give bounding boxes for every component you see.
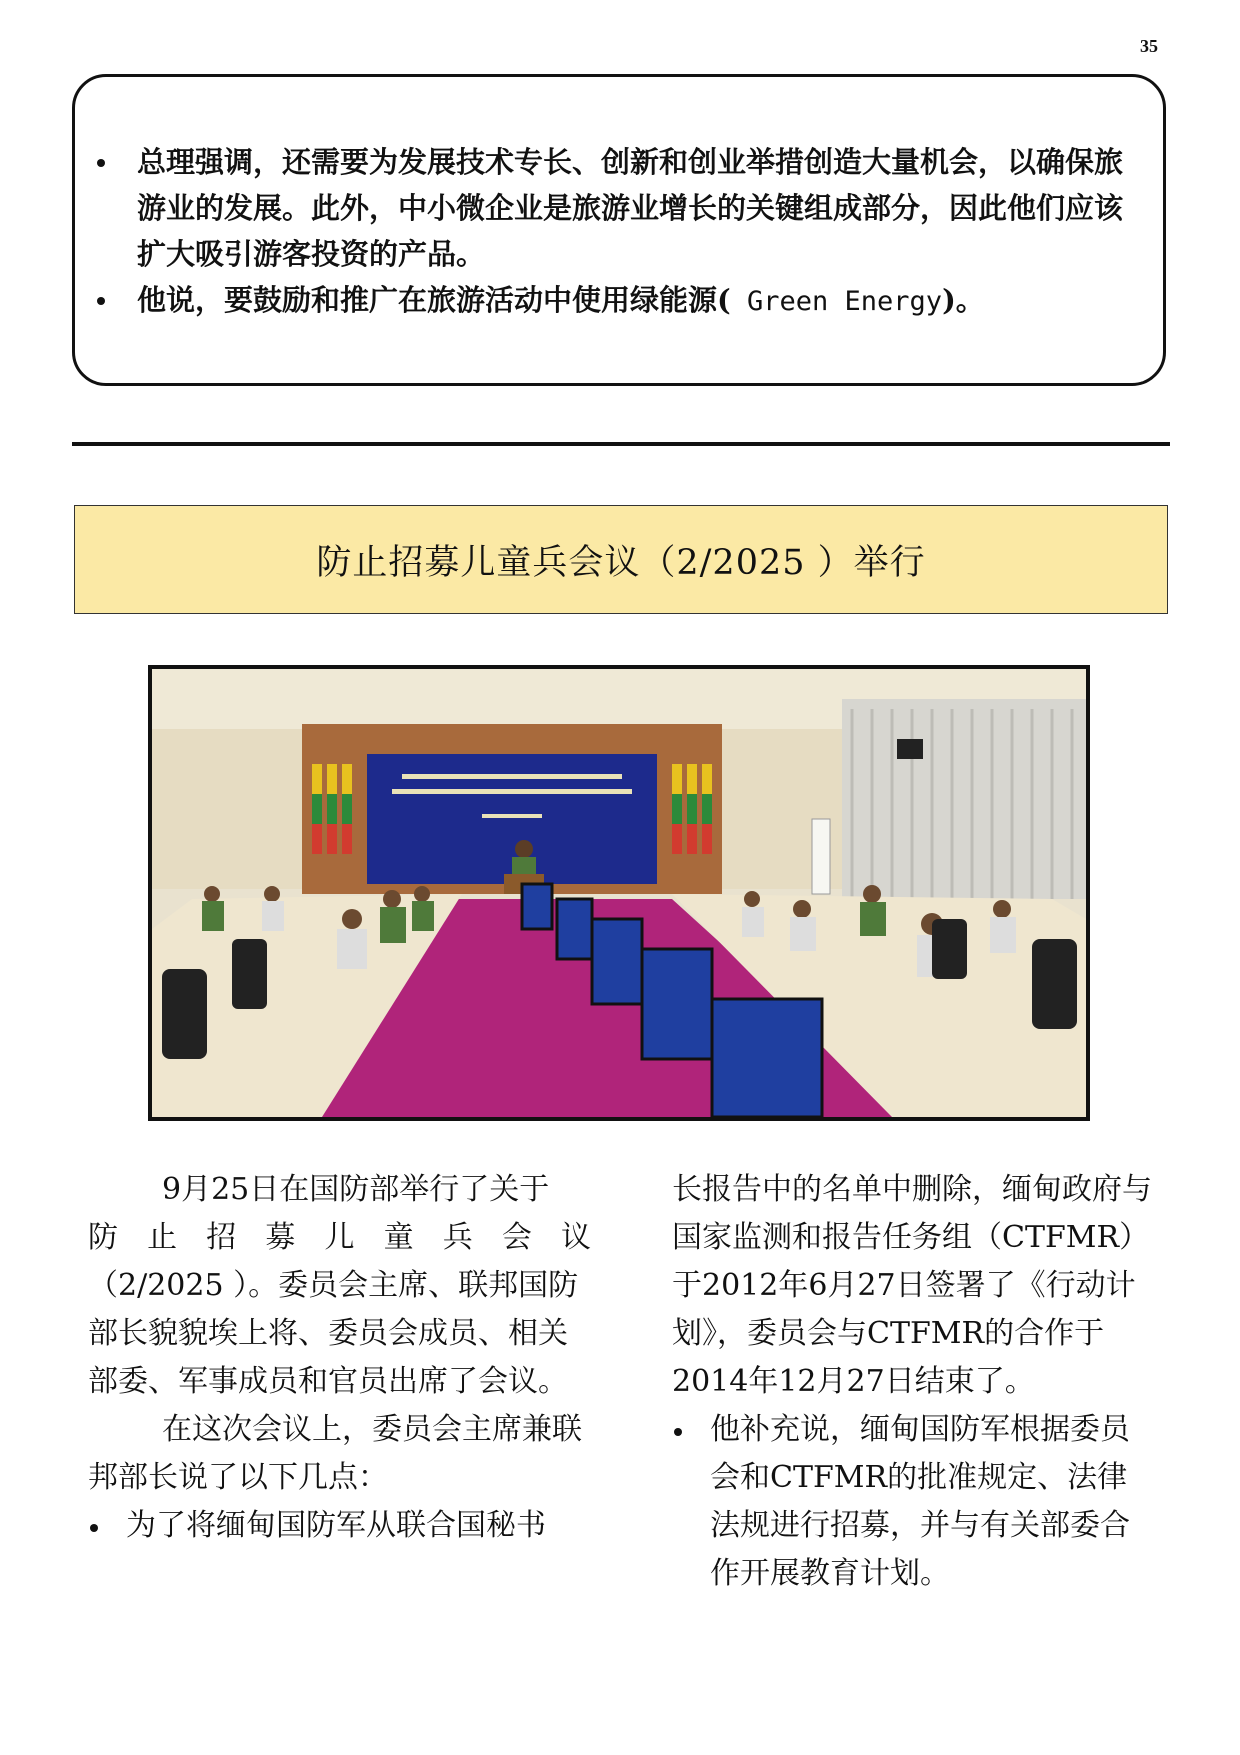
article-headline: 防止招募儿童兵会议（2/2025 ）举行: [316, 542, 926, 583]
meeting-photo-illustration: [152, 669, 1086, 1117]
article-p1-rest: （2/2025 ）。委员会主席、联邦国防部长貌貌埃上将、委员会成员、相关部委、军事成员和官员出席了会议。: [88, 1268, 579, 1399]
article-column-right: [672, 1166, 1152, 1598]
article-bullet-1-text: 为了将缅甸国防军从联合国秘书: [126, 1508, 546, 1543]
article-p1-line2: 防止招募儿童兵会议: [88, 1220, 593, 1255]
bullet-icon: [674, 1428, 682, 1436]
article-p1-line1: 9月25日在国防部举行了关于: [162, 1172, 550, 1207]
meeting-photo: [148, 665, 1090, 1121]
callout-bullet-2-text-after: )。: [942, 283, 985, 317]
bullet-icon: [90, 1524, 98, 1532]
callout-bullet-list: [97, 139, 1137, 325]
callout-bullet-2-text-mono: Green Energy: [730, 286, 943, 317]
page-number: 35: [1140, 36, 1158, 56]
article-bullet-2-text: 他补充说，缅甸国防军根据委员会和CTFMR的批准规定、法律法规进行招募，并与有关部委合作开展教育计划。: [710, 1412, 1130, 1591]
article-column-left: [88, 1166, 593, 1550]
bullet-icon: [97, 297, 105, 305]
callout-bullet-2-text-before: 他说，要鼓励和推广在旅游活动中使用绿能源(: [137, 283, 731, 317]
article-headline-box: [74, 505, 1168, 614]
callout-bullet-2: [97, 277, 1137, 325]
bullet-icon: [97, 159, 105, 167]
summary-callout: [72, 74, 1166, 386]
article-p2: 在这次会议上，委员会主席兼联邦部长说了以下几点：: [88, 1412, 582, 1495]
callout-bullet-1-text: 总理强调，还需要为发展技术专长、创新和创业举措创造大量机会，以确保旅游业的发展。此外，中小微企业是旅游业增长的关键组成部分，因此他们应该扩大吸引游客投资的产品。: [137, 145, 1124, 271]
section-divider: [72, 442, 1170, 446]
article-p3: 长报告中的名单中删除，缅甸政府与国家监测和报告任务组（CTFMR）于2012年6月27日签署了《行动计划》，委员会与CTFMR的合作于2014年12月27日结束了。: [672, 1172, 1152, 1399]
callout-bullet-1: [97, 139, 1137, 277]
article-bullet-2: [672, 1406, 1152, 1598]
article-bullet-1: [88, 1502, 593, 1550]
